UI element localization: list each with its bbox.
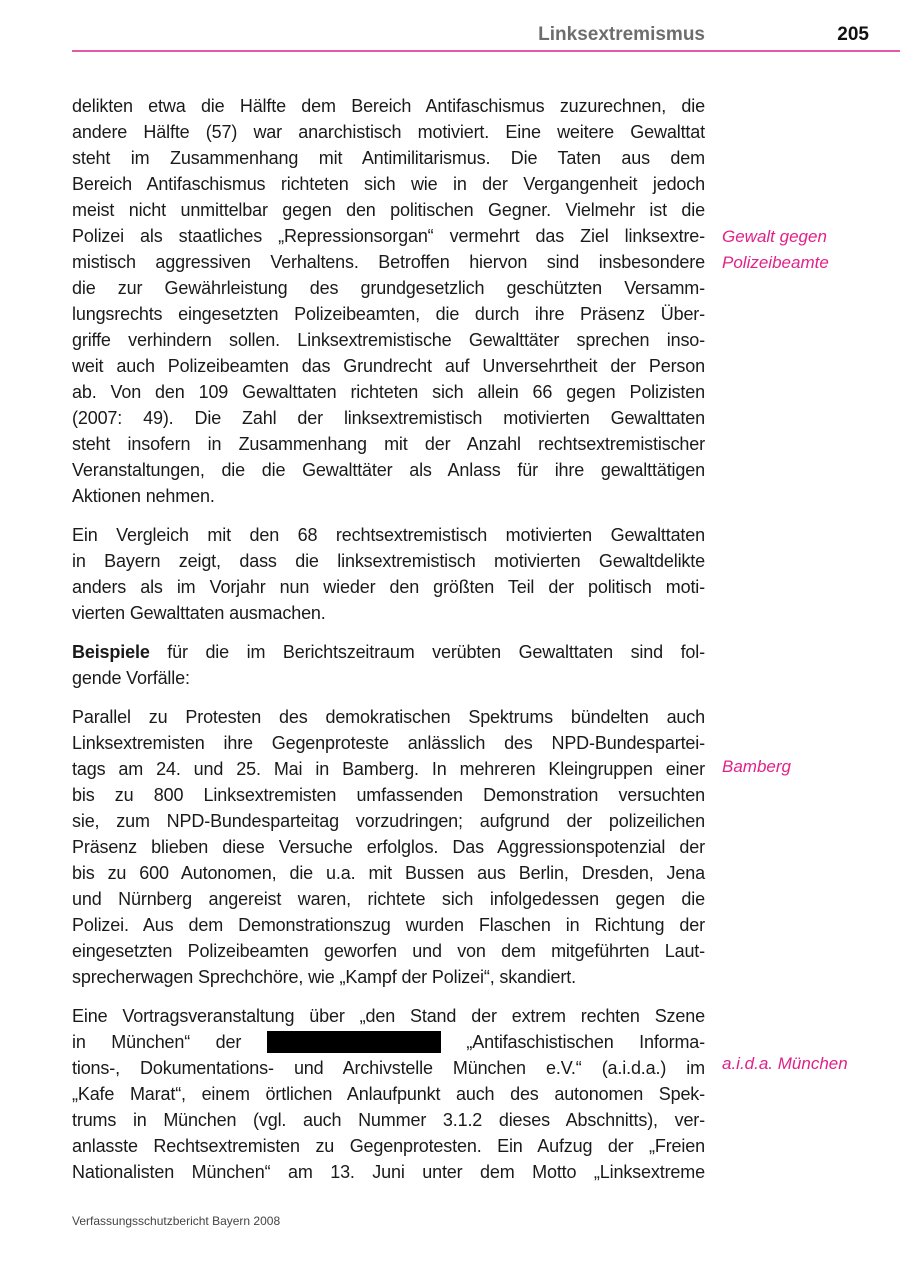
text-line (72, 782, 705, 808)
text-segment: Nationalisten München“ am 13. Juni unter dem Motto „Linksextreme (72, 1162, 705, 1182)
text-line (72, 1107, 705, 1133)
text-line (72, 379, 705, 405)
margin-note-gewalt (722, 224, 829, 276)
text-line (72, 1029, 705, 1055)
text-segment: „Antifaschistischen Informa- (466, 1032, 706, 1052)
text-line (72, 405, 705, 431)
text-line (72, 119, 705, 145)
text-segment: tions-, Dokumentations- und Archivstelle München e.V.“ (a.i.d.a.) im (72, 1058, 705, 1078)
text-segment: steht im Zusammenhang mit Antimilitarismus. Die Taten aus dem (72, 148, 705, 168)
text-segment: für die im Berichtszeitraum verübten Gewalttaten sind fol- (149, 642, 705, 662)
text-line (72, 574, 705, 600)
text-segment: die zur Gewährleistung des grundgesetzlich geschützten Versamm- (72, 278, 705, 298)
text-segment: Ein Vergleich mit den 68 rechtsextremistisch motivierten Gewalttaten (72, 525, 705, 545)
text-line (72, 353, 705, 379)
text-line (72, 301, 705, 327)
margin-note-line: Gewalt gegen (722, 227, 827, 246)
text-line (72, 938, 705, 964)
text-segment: Aktionen nehmen. (72, 486, 215, 506)
text-line (72, 483, 705, 509)
paragraph (72, 93, 705, 509)
text-line (72, 600, 705, 626)
paragraph (72, 522, 705, 626)
text-line (72, 223, 705, 249)
text-segment: meist nicht unmittelbar gegen den politischen Gegner. Vielmehr ist die (72, 200, 705, 220)
text-line (72, 886, 705, 912)
paragraph (72, 639, 705, 691)
redaction-box (267, 1031, 441, 1053)
paragraph (72, 1003, 705, 1185)
text-line (72, 665, 705, 691)
text-line (72, 171, 705, 197)
text-segment: Präsenz blieben diese Versuche erfolglos. Das Aggressionspotenzial der (72, 837, 705, 857)
text-line (72, 730, 705, 756)
text-line (72, 197, 705, 223)
text-line (72, 275, 705, 301)
margin-note-aida: a.i.d.a. München (722, 1054, 848, 1073)
bold-lead: Beispiele (72, 642, 150, 662)
text-segment: bis zu 800 Linksextremisten umfassenden Demonstration versuchten (72, 785, 705, 805)
text-segment: Parallel zu Protesten des demokratischen Spektrums bündelten auch (72, 707, 705, 727)
text-line (72, 1081, 705, 1107)
text-line (72, 1003, 705, 1029)
text-line (72, 834, 705, 860)
text-segment: sprecherwagen Sprechchöre, wie „Kampf der Polizei“, skandiert. (72, 967, 576, 987)
text-line (72, 639, 705, 665)
text-segment: steht insofern in Zusammenhang mit der Anzahl rechtsextremistischer (72, 434, 705, 454)
text-segment: in München“ der (72, 1032, 242, 1052)
text-segment: andere Hälfte (57) war anarchistisch motiviert. Eine weitere Gewalttat (72, 122, 705, 142)
text-segment: anders als im Vorjahr nun wieder den größten Teil der politisch moti- (72, 577, 705, 597)
page-number: 205 (837, 24, 869, 45)
text-segment: eingesetzten Polizeibeamten geworfen und von dem mitgeführten Laut- (72, 941, 705, 961)
text-segment: in Bayern zeigt, dass die linksextremistisch motivierten Gewaltdelikte (72, 551, 705, 571)
text-line (72, 808, 705, 834)
text-segment: Polizei als staatliches „Repressionsorgan“ vermehrt das Ziel linksextre- (72, 226, 705, 246)
text-segment: lungsrechts eingesetzten Polizeibeamten, die durch ihre Präsenz Über- (72, 304, 705, 324)
text-segment: Veranstaltungen, die die Gewalttäter als Anlass für ihre gewalttätigen (72, 460, 705, 480)
text-segment: tags am 24. und 25. Mai in Bamberg. In mehreren Kleingruppen einer (72, 759, 705, 779)
text-segment: Linksextremisten ihre Gegenproteste anlässlich des NPD-Bundespartei- (72, 733, 705, 753)
text-line (72, 964, 705, 990)
header-rule (72, 50, 900, 52)
body-text (72, 93, 705, 1198)
text-segment: ab. Von den 109 Gewalttaten richteten sich allein 66 gegen Polizisten (72, 382, 705, 402)
text-line (72, 457, 705, 483)
margin-note-line: Polizeibeamte (722, 253, 829, 272)
text-line (72, 522, 705, 548)
text-segment: Bereich Antifaschismus richteten sich wie in der Vergangenheit jedoch (72, 174, 705, 194)
text-line (72, 704, 705, 730)
text-segment: Polizei. Aus dem Demonstrationszug wurden Flaschen in Richtung der (72, 915, 705, 935)
text-line (72, 249, 705, 275)
paragraph (72, 704, 705, 990)
text-segment: bis zu 600 Autonomen, die u.a. mit Bussen aus Berlin, Dresden, Jena (72, 863, 705, 883)
text-segment: griffe verhindern sollen. Linksextremistische Gewalttäter sprechen inso- (72, 330, 705, 350)
text-line (72, 327, 705, 353)
text-line (72, 912, 705, 938)
text-line (72, 145, 705, 171)
text-line (72, 756, 705, 782)
margin-note-bamberg: Bamberg (722, 757, 791, 776)
text-line (72, 1159, 705, 1185)
text-segment: vierten Gewalttaten ausmachen. (72, 603, 326, 623)
text-segment: gende Vorfälle: (72, 668, 190, 688)
text-segment: mistisch aggressiven Verhaltens. Betroffen hiervon sind insbesondere (72, 252, 705, 272)
text-line (72, 1133, 705, 1159)
text-line (72, 548, 705, 574)
text-line (72, 860, 705, 886)
text-line (72, 93, 705, 119)
footer: Verfassungsschutzbericht Bayern 2008 (72, 1214, 281, 1228)
running-header-section: Linksextremismus (538, 24, 705, 45)
text-segment: (2007: 49). Die Zahl der linksextremistisch motivierten Gewalttaten (72, 408, 705, 428)
text-line (72, 431, 705, 457)
text-segment: und Nürnberg angereist waren, richtete sich infolgedessen gegen die (72, 889, 705, 909)
text-segment: Eine Vortragsveranstaltung über „den Stand der extrem rechten Szene (72, 1006, 705, 1026)
text-segment: anlasste Rechtsextremisten zu Gegenprotesten. Ein Aufzug der „Freien (72, 1136, 705, 1156)
text-segment: weit auch Polizeibeamten das Grundrecht auf Unversehrtheit der Person (72, 356, 705, 376)
text-segment: delikten etwa die Hälfte dem Bereich Antifaschismus zuzurechnen, die (72, 96, 705, 116)
text-line (72, 1055, 705, 1081)
text-segment: „Kafe Marat“, einem örtlichen Anlaufpunkt auch des autonomen Spek- (72, 1084, 705, 1104)
text-segment: trums in München (vgl. auch Nummer 3.1.2 dieses Abschnitts), ver- (72, 1110, 705, 1130)
text-segment: sie, zum NPD-Bundesparteitag vorzudringen; aufgrund der polizeilichen (72, 811, 705, 831)
